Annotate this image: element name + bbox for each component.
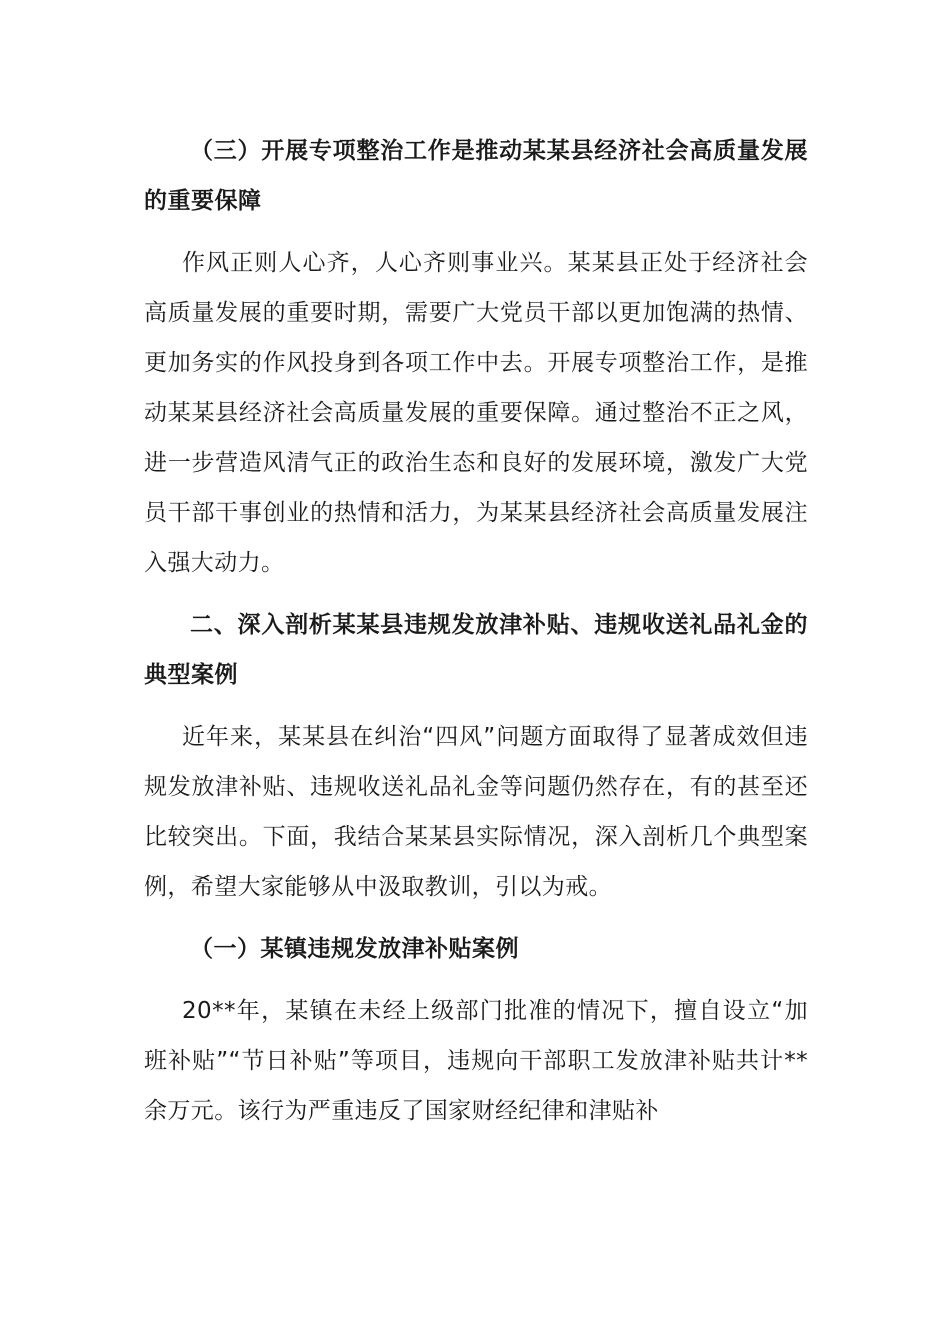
- section-3-paragraph: 作风正则人心齐，人心齐则事业兴。某某县正处于经济社会高质量发展的重要时期，需要广大党员干部以更加饱满的热情、更加务实的作风投身到各项工作中去。开展专项整治工作，是推动某某县经济社会高质量发展的重要保障。通过整治不正之风，进一步营造风清气正的政治生态和良好的发展环境，激发广大党员干部干事创业的热情和活力，为某某县经济社会高质量发展注入强大动力。: [144, 250, 808, 576]
- part-2-heading: 二、深入剖析某某县违规发放津补贴、违规收送礼品礼金的典型案例: [144, 612, 808, 688]
- case-1-paragraph: 20**年，某镇在未经上级部门批准的情况下，擅自设立“加班补贴”“节日补贴”等项目，违规向干部职工发放津补贴共计**余万元。该行为严重违反了国家财经纪律和津贴补: [144, 998, 808, 1124]
- document-body: [144, 126, 808, 1148]
- part-2-paragraph: 近年来，某某县在纠治“四风”问题方面取得了显著成效但违规发放津补贴、违规收送礼品礼金等问题仍然存在，有的甚至还比较突出。下面，我结合某某县实际情况，深入剖析几个典型案例，希望大家能够从中汲取教训，引以为戒。: [144, 724, 808, 900]
- case-1-heading: （一）某镇违规发放津补贴案例: [190, 936, 519, 962]
- section-3-heading: （三）开展专项整治工作是推动某某县经济社会高质量发展的重要保障: [144, 138, 808, 214]
